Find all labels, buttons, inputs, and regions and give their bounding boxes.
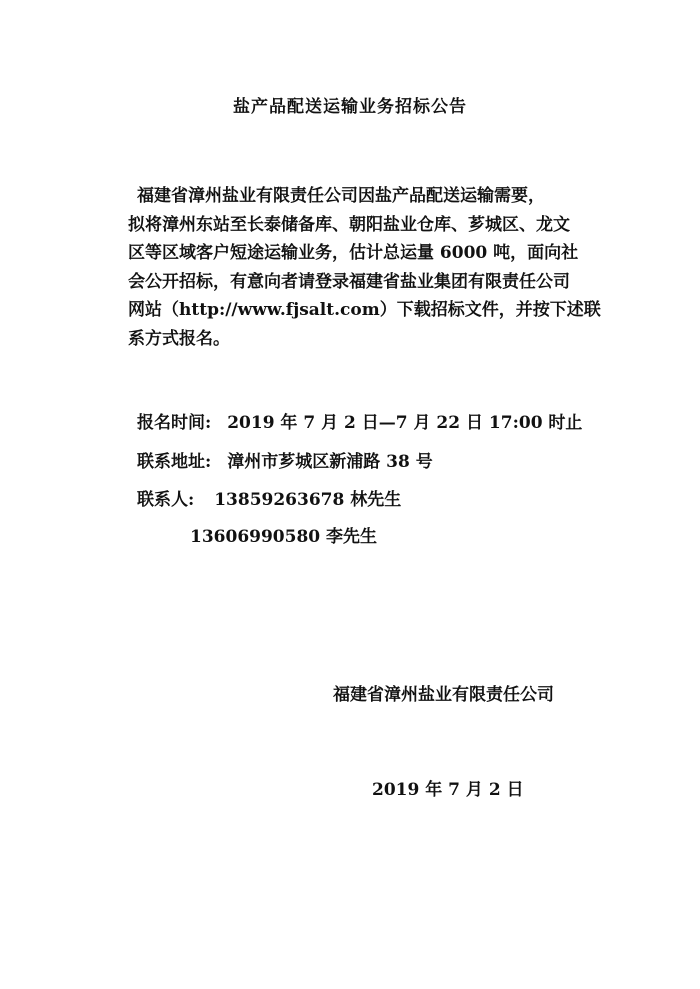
contact-phone-1: 13859263678 林先生 xyxy=(214,490,402,510)
contact-person-label: 联系人: xyxy=(137,490,195,510)
document-title: 盐产品配送运输业务招标公告 xyxy=(233,97,467,117)
body-line-5: 网站（http://www.fjsalt.com）下载招标文件，并按下述联 xyxy=(128,300,601,320)
body-line-6: 系方式报名。 xyxy=(128,328,230,349)
registration-time-value: 2019 年 7 月 2 日—7 月 22 日 17:00 时止 xyxy=(227,413,583,433)
contact-address-value: 漳州市芗城区新浦路 38 号 xyxy=(227,452,433,472)
announcement-body xyxy=(128,182,601,353)
body-line-3: 区等区域客户短途运输业务，估计总运量 6000 吨，面向社 xyxy=(128,243,579,263)
contact-person xyxy=(137,485,401,510)
body-line-1: 福建省漳州盐业有限责任公司因盐产品配送运输需要， xyxy=(137,186,545,206)
issuer-signature: 福建省漳州盐业有限责任公司 xyxy=(333,685,554,705)
contact-address-label: 联系地址: xyxy=(137,452,212,472)
contact-person-2 xyxy=(190,522,377,547)
registration-time xyxy=(137,408,582,433)
contact-phone-2: 13606990580 李先生 xyxy=(190,527,378,547)
body-line-4: 会公开招标，有意向者请登录福建省盐业集团有限责任公司 xyxy=(128,271,570,292)
registration-time-label: 报名时间: xyxy=(137,413,212,433)
issue-date: 2019 年 7 月 2 日 xyxy=(372,780,524,800)
body-line-2: 拟将漳州东站至长泰储备库、朝阳盐业仓库、芗城区、龙文 xyxy=(128,214,570,235)
contact-address xyxy=(137,447,433,472)
